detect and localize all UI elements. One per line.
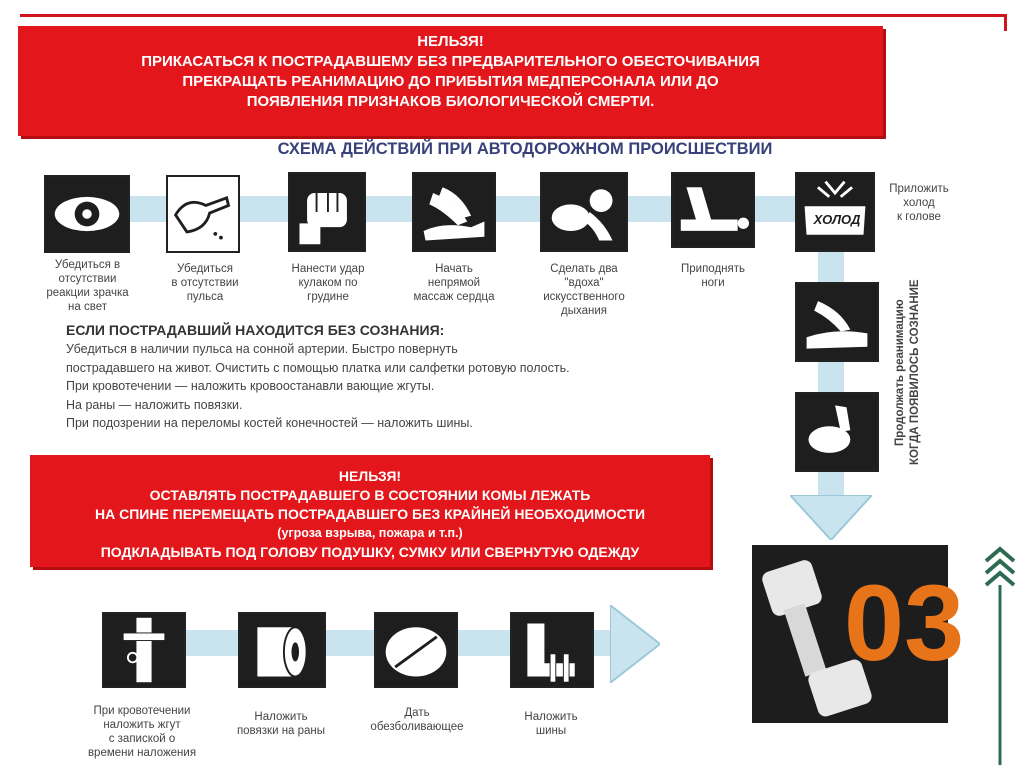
warning-banner-top: [18, 26, 883, 136]
airway-check-icon: [795, 392, 879, 472]
pulse-check-hand-icon: [166, 175, 240, 253]
section-line: При кровотечении — наложить кровоостанавли вающие жгуты.: [66, 379, 435, 393]
vertical-caption: Продолжать реанимацию КОГДА ПОЯВИЛОСЬ СОЗНАНИЕ: [894, 279, 921, 466]
warning-banner-mid: [30, 455, 710, 567]
bandage-roll-icon: [238, 612, 326, 688]
cold-pack-label: ХОЛОД: [813, 212, 861, 227]
section-heading: ЕСЛИ ПОСТРАДАВШИЙ НАХОДИТСЯ БЕЗ СОЗНАНИЯ:: [66, 322, 445, 338]
rescue-breath-icon: [540, 172, 628, 252]
pill-icon: [374, 612, 458, 688]
tourniquet-icon: [102, 612, 186, 688]
step-caption: Дать обезболивающее: [370, 707, 464, 733]
banner-line: ПОДКЛАДЫВАТЬ ПОД ГОЛОВУ ПОДУШКУ, СУМКУ ИЛИ СВЕРНУТУЮ ОДЕЖДУ: [100, 544, 640, 560]
step-caption: Начать непрямой массаж сердца: [413, 263, 495, 303]
section-line: При подозрении на переломы костей конечностей — наложить шины.: [66, 416, 473, 430]
recovery-position-icon: [795, 282, 879, 362]
banner-note: (угроза взрыва, пожара и т.п.): [277, 526, 463, 540]
cold-pack-icon: [795, 172, 875, 252]
banner-line: НЕЛЬЗЯ!: [338, 468, 402, 484]
emergency-number: 03: [844, 562, 965, 683]
banner-line: НЕЛЬЗЯ!: [417, 33, 484, 50]
step-caption: Наложить повязки на раны: [236, 711, 326, 737]
step-caption: Убедиться в отсутствии пульса: [171, 263, 239, 303]
section-line: Убедиться в наличии пульса на сонной артерии. Быстро повернуть: [66, 342, 458, 356]
emergency-call-panel: [752, 545, 965, 723]
step-caption: Наложить шины: [524, 711, 578, 737]
banner-line: ПРЕКРАЩАТЬ РЕАНИМАЦИЮ ДО ПРИБЫТИЯ МЕДПЕРСОНАЛА ИЛИ ДО: [182, 73, 719, 90]
step-caption: Сделать два "вдоха" искусственного дыхания: [543, 263, 625, 317]
unconscious-section: [66, 322, 786, 433]
section-line: На раны — наложить повязки.: [66, 397, 243, 412]
flow-arrow-right-icon: [610, 605, 660, 683]
section-line: пострадавшего на живот. Очистить с помощью платка или салфетки ротовую полость.: [66, 360, 570, 375]
heart-massage-icon: [412, 172, 496, 252]
banner-line: ПРИКАСАТЬСЯ К ПОСТРАДАВШЕМУ БЕЗ ПРЕДВАРИТЕЛЬНОГО ОБЕСТОЧИВАНИЯ: [141, 53, 760, 70]
raise-legs-icon: [671, 172, 755, 248]
decorative-chevrons-icon: [980, 545, 1020, 765]
step-caption: Приподнять ноги: [680, 263, 745, 289]
eye-icon: [44, 175, 130, 253]
banner-line: ПОЯВЛЕНИЯ ПРИЗНАКОВ БИОЛОГИЧЕСКОЙ СМЕРТИ.: [246, 93, 655, 110]
banner-line: ОСТАВЛЯТЬ ПОСТРАДАВШЕГО В СОСТОЯНИИ КОМЫ ЛЕЖАТЬ: [149, 487, 591, 503]
cold-caption: Приложить холод к голове: [889, 183, 949, 223]
flow-arrow-down-icon: [790, 495, 872, 540]
step-caption: Нанести удар кулаком по грудине: [291, 263, 365, 303]
step-caption: При кровотечении наложить жгут с запиской о времени наложения: [87, 705, 197, 759]
banner-line: НА СПИНЕ ПЕРЕМЕЩАТЬ ПОСТРАДАВШЕГО БЕЗ КРАЙНЕЙ НЕОБХОДИМОСТИ: [94, 506, 646, 522]
step-caption: Убедиться в отсутствии реакции зрачка на свет: [46, 259, 129, 313]
splint-icon: [510, 612, 594, 688]
fist-icon: [288, 172, 366, 252]
page-title: СХЕМА ДЕЙСТВИЙ ПРИ АВТОДОРОЖНОМ ПРОИСШЕСТВИИ: [277, 140, 773, 158]
